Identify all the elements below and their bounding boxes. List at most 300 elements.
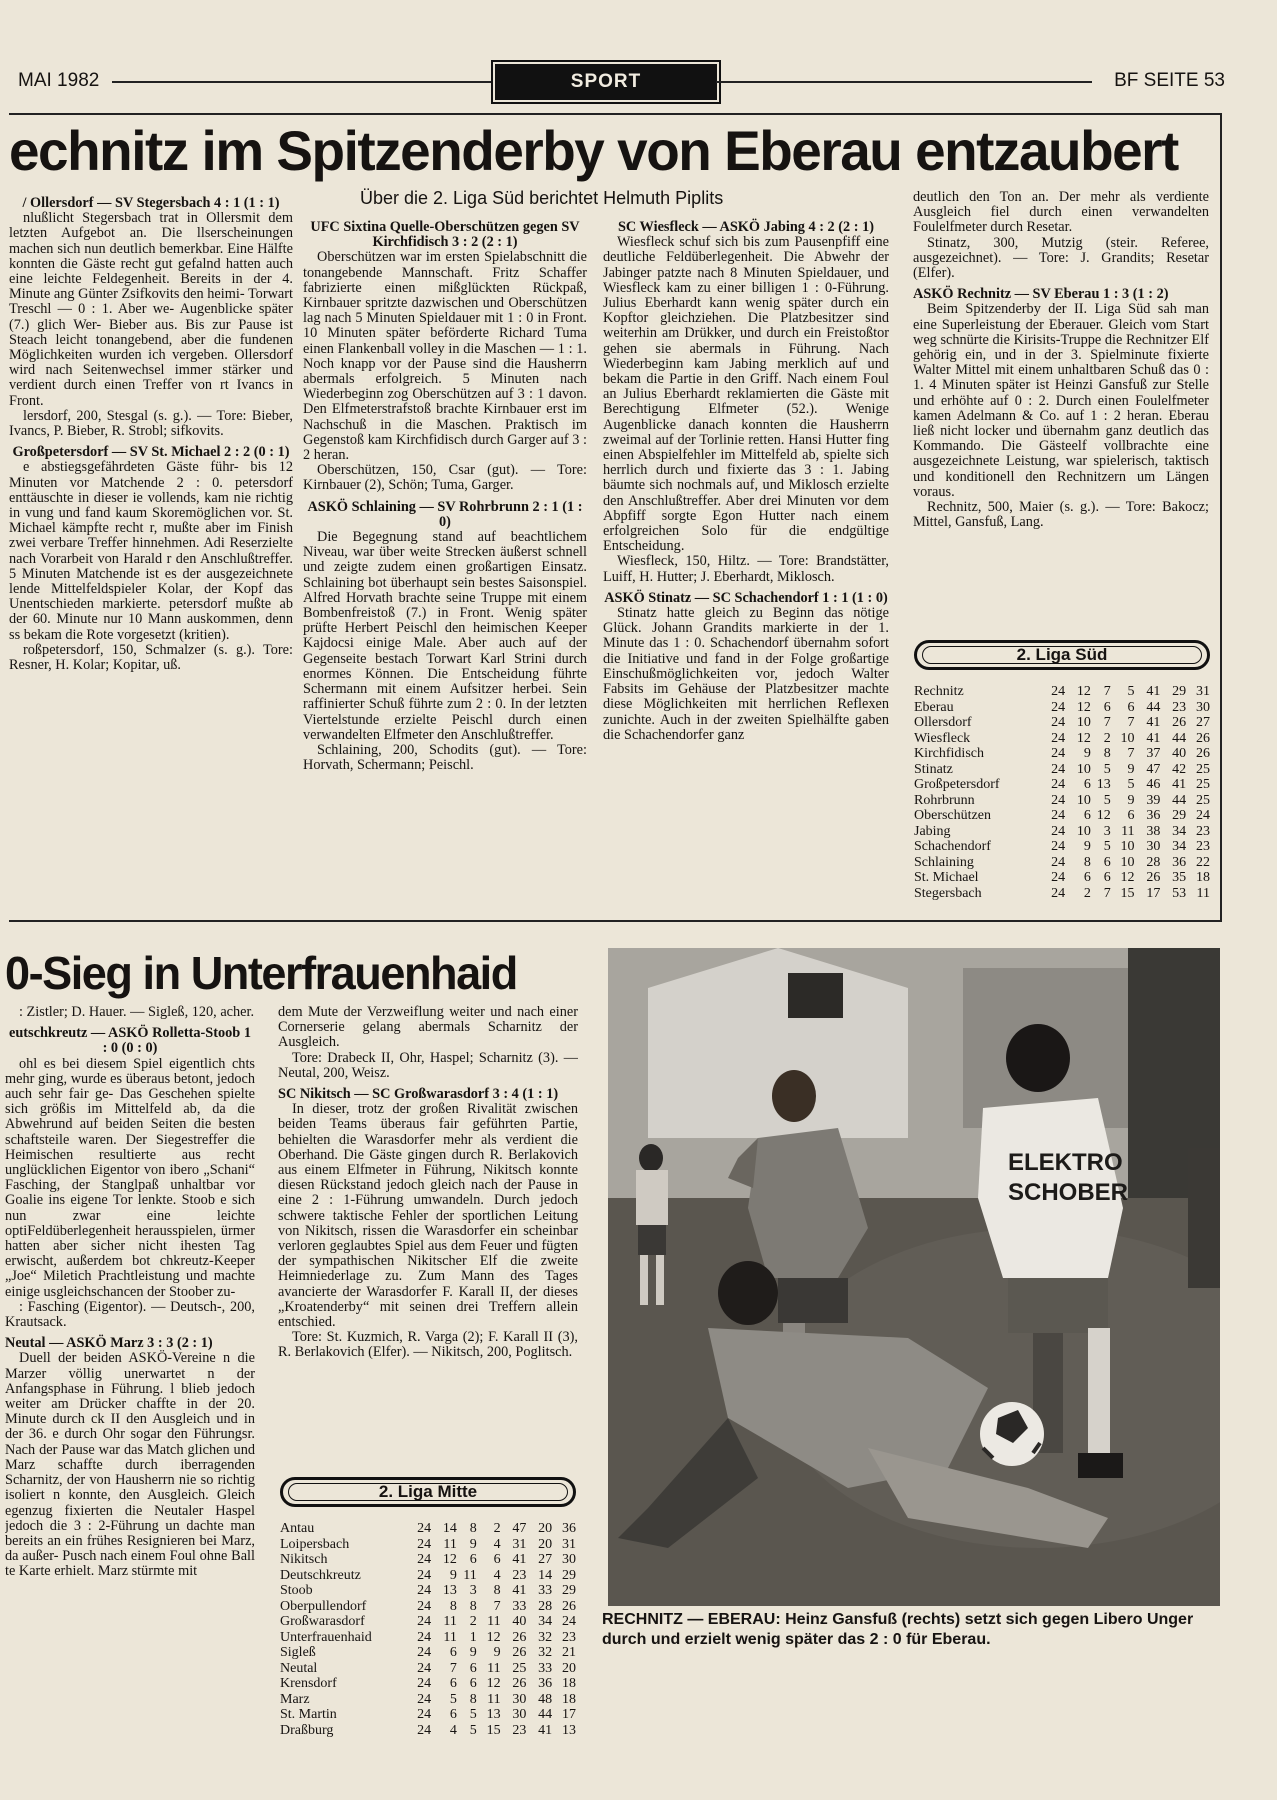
table-cell: 17 — [1146, 885, 1161, 901]
league-table-title-sued: 2. Liga Süd — [914, 640, 1210, 670]
table-cell: 41 — [512, 1552, 527, 1567]
table-cell: 33 — [538, 1583, 553, 1598]
team-name: Oberpullendorf — [280, 1598, 367, 1614]
table-cell: 31 — [512, 1536, 527, 1552]
table-cell: 25 — [1196, 792, 1210, 808]
match-report-paragraph: Duell der beiden ASKÖ-Vereine n die Marzer völlig unerwartet n der Anfangsphase in Führung. l blieb jedoch weiter am Drücker chaffte in der 20. Minute durch ck II den Ausgleich und in der 36. e durch Ohr sogar den Führungsr. Nach der Pause war das Match glichen und Marz schaffte durch iberragenden Scharnitz, der von Hausherrn nie so richtig isoliert n konnte, den Ausgleich. Gleich egenzug fixierten die Neutaler Haspel jedoch die 3 : 2-Führung un dachte man bereits an ein frühes Resignieren bei Marz, da außer- Pusch nach einem Foul ohne Ball te Karte erhielt. Marz stürmte mit — [5, 1350, 255, 1580]
table-cell: 9 — [1083, 839, 1091, 854]
table-cell: 23 — [1196, 823, 1210, 839]
table-cell: 6 — [469, 1552, 477, 1567]
table-cell: 22 — [1196, 854, 1210, 870]
league-table-mitte — [280, 1521, 576, 1738]
table-cell: 30 — [512, 1707, 527, 1722]
team-name: Stoob — [280, 1583, 313, 1598]
table-cell: 12 — [1120, 870, 1135, 885]
table-cell: 5 — [1103, 839, 1111, 854]
table-cell: 44 — [1172, 792, 1187, 808]
table-cell: 24 — [417, 1536, 432, 1552]
table-cell: 41 — [1146, 684, 1161, 699]
table-cell: 6 — [1103, 699, 1111, 715]
table-cell: 6 — [449, 1707, 457, 1722]
table-row — [280, 1614, 576, 1630]
match-report-paragraph: In dieser, trotz der großen Rivalität zwischen beiden Teams überaus fair geführten Partie, behielten die Warasdorfer mehr als verdient die Oberhand. Die Gäste gingen durch R. Berlakovich aus einem Elfmeter in Führung, Nikitsch konnte diesen Rückstand jedoch gleich nach der Pause in eine 2 : 1-Führung umwandeln. Durch jedoch schwere taktische Fehler der sportlichen Leitung von Nikitsch, rissen die Warasdorfer ein scheinbar verloren geglaubtes Spiel aus dem Feuer und fügten der sympathischen Nikitscher Elf die zweite Heimniederlage zu. Zum Mann des Tages avancierte der Warasdorfer F. Karall II, der dieses „Kroatenderby“ mit seinen drei Treffern allein entschied. — [278, 1101, 578, 1331]
match-result-line: Tore: St. Kuzmich, R. Varga (2); F. Karall II (3), R. Berlakovich (Elfer). — Nikitsch, 200, Poglitsch. — [278, 1329, 578, 1361]
table-row — [914, 824, 1210, 840]
table-cell: 28 — [538, 1598, 553, 1614]
table-cell: 7 — [1103, 885, 1111, 901]
team-name: Krensdorf — [280, 1676, 337, 1691]
table-cell: 24 — [562, 1614, 576, 1629]
table-cell: 6 — [1103, 870, 1111, 885]
table-cell: 40 — [1172, 746, 1187, 761]
table-cell: 24 — [1051, 684, 1066, 699]
table-cell: 10 — [1076, 792, 1091, 808]
table-cell: 7 — [449, 1660, 457, 1676]
table-cell: 2 — [1083, 885, 1091, 901]
table-cell: 14 — [442, 1521, 457, 1536]
team-name: Rechnitz — [914, 684, 964, 699]
table-cell: 3 — [469, 1583, 477, 1598]
table-cell: 48 — [538, 1691, 553, 1707]
table-cell: 24 — [417, 1645, 432, 1660]
table-row — [914, 793, 1210, 809]
table-cell: 10 — [1120, 730, 1135, 746]
article-column-1 — [9, 190, 293, 908]
table-cell: 11 — [443, 1536, 457, 1552]
table-cell: 8 — [493, 1583, 501, 1598]
table-cell: 24 — [417, 1521, 432, 1536]
table-cell: 24 — [1051, 730, 1066, 746]
table-cell: 10 — [1120, 854, 1135, 870]
table-cell: 37 — [1146, 746, 1161, 761]
match-report-paragraph: Wiesfleck schuf sich bis zum Pausenpfiff eine deutliche Feldüberlegenheit. Die Abwehr der Jabinger patzte nach 8 Minuten Spieldauer, und Wiesfleck kam zu einer billigen 1 : 0-Führung. Julius Eberhardt kann wenig später durch ein Kopftor gleichziehen. Die Platzbesitzer sind weiterhin am Drükker, und durch ein Freistoßtor gehen sie abermals in Führung. Nach Wiederbeginn kam Jabing merklich auf und bekam die Partie in den Griff. Nach einem Foul an Julius Eberhardt reklamierten die Gäste mit Berechtigung Elfmeter (52.). Wenige Augenblicke danach konnten die Hausherrn zweimal auf der Torlinie retten. Hansi Hutter fing einen Abspielfehler im Mittelfeld ab, spielte sich herrlich durch und fixierte das 3 : 1. Jabing bäumte sich nochmals auf, und Miklosch erzielte den Anschlußtreffer. Aber drei Minuten vor dem Abpfiff sorgte Egon Hutter nach einem erfolgreichen Solo für die endgültige Entscheidung. — [603, 234, 889, 555]
table-cell: 8 — [469, 1521, 477, 1536]
bottom-headline: 0-Sieg in Unterfrauenhaid — [5, 947, 517, 999]
table-cell: 24 — [1051, 777, 1066, 792]
match-title: UFC Sixtina Quelle-Oberschützen gegen SV Kirchfidisch 3 : 2 (2 : 1) — [310, 219, 580, 251]
table-cell: 26 — [512, 1676, 527, 1691]
photo-illustration — [608, 948, 1220, 1606]
table-cell: 23 — [562, 1629, 576, 1645]
table-cell: 8 — [1083, 854, 1091, 870]
table-cell: 41 — [1146, 730, 1161, 746]
table-cell: 5 — [1103, 761, 1111, 777]
table-cell: 18 — [562, 1676, 576, 1691]
table-row — [914, 731, 1210, 747]
table-cell: 53 — [1172, 885, 1187, 901]
shirt-text-line1: ELEKTRO — [1008, 1149, 1123, 1176]
table-cell: 32 — [538, 1645, 553, 1660]
table-cell: 20 — [562, 1660, 576, 1676]
table-cell: 6 — [1103, 854, 1111, 870]
table-cell: 41 — [1146, 715, 1161, 730]
match-title: SC Nikitsch — SC Großwarasdorf 3 : 4 (1 : 1) — [278, 1086, 559, 1103]
team-name: Ollersdorf — [914, 715, 972, 730]
table-cell: 23 — [512, 1567, 527, 1583]
table-row — [280, 1676, 576, 1692]
match-title: ASKÖ Stinatz — SC Schachendorf 1 : 1 (1 : 0) — [604, 589, 888, 606]
table-cell: 4 — [449, 1722, 457, 1738]
table-cell: 24 — [1051, 699, 1066, 715]
team-name: Großpetersdorf — [914, 777, 1000, 792]
team-name: Rohrbrunn — [914, 792, 975, 808]
article-column-4 — [913, 190, 1209, 630]
table-cell: 10 — [1120, 839, 1135, 854]
article-column-b — [278, 1005, 578, 1475]
match-result-line: Wiesfleck, 150, Hiltz. — Tore: Brandstätter, Luiff, H. Hutter; J. Eberhardt, Miklosch. — [603, 553, 889, 585]
table-cell: 24 — [417, 1598, 432, 1614]
match-report-paragraph: ohl es bei diesem Spiel eigentlich chts mehr ging, wurde es überaus betont, jedoch auch sehr fair ge- Das Geschehen spielte sich größis im Mittelfeld ab, da die Abwehrund auf beiden Seiten die besten schaftsteile waren. Der Siegestreffer die Heimischen resultierte aus recht unglücklichen Eigentor von ibero „Schani“ Fasching, der Stanglpaß unhaltbar vor Goalie ins eigene Tor lenkte. Stoob e sich nun zwar eine leichte optiFeldüberlegenheit herausspielen, ürmer hatten aber sicher nicht ihesten Tag erwischt, außerdem bot chkreutz-Keeper „Joe“ Miletich Prachtleistung und machte einige usgleichschancen der Stoober zu- — [5, 1055, 255, 1300]
team-name: Marz — [280, 1691, 310, 1707]
table-cell: 20 — [538, 1521, 553, 1536]
team-name: Antau — [280, 1521, 315, 1536]
team-name: Oberschützen — [914, 808, 991, 823]
table-cell: 8 — [1103, 746, 1111, 761]
table-cell: 7 — [1103, 684, 1111, 699]
table-cell: 11 — [487, 1614, 501, 1629]
table-cell: 24 — [417, 1583, 432, 1598]
table-row — [914, 700, 1210, 716]
table-row — [914, 684, 1210, 700]
table-cell: 13 — [442, 1583, 457, 1598]
table-cell: 5 — [1127, 777, 1135, 792]
table-row — [914, 762, 1210, 778]
table-row — [914, 839, 1210, 855]
table-cell: 12 — [1096, 808, 1111, 823]
table-cell: 18 — [562, 1691, 576, 1707]
table-cell: 24 — [1051, 870, 1066, 885]
table-cell: 29 — [562, 1567, 576, 1583]
issue-date: MAI 1982 — [18, 70, 100, 91]
league-table-title-mitte: 2. Liga Mitte — [280, 1477, 576, 1507]
table-cell: 24 — [1051, 761, 1066, 777]
table-cell: 29 — [1172, 808, 1187, 823]
table-cell: 26 — [512, 1645, 527, 1660]
match-report-paragraph: Die Begegnung stand auf beachtlichem Niveau, war über weite Strecken äußerst schnell und zeigte zudem einen großartigen Einsatz. Schlaining bot überhaupt sein bestes Saisonspiel. Alfred Horvath brachte seine Truppe mit einem Bombenfreistoß (7.) in Front. Wenig später prüfte Herbert Peischl den heimischen Keeper Kajdocsi einige Male. Aber auch auf der Gegenseite bestach Torwart Karl Strini durch enormes Können. Die Entscheidung führte Schermann mit einem Aufsitzer herbei. Sein raffinierter Schuß führte zum 2 : 0. In der letzten Viertelstunde erzielte Peischl durch einen verwandelten Elfmeter den Anschlußtreffer. — [303, 529, 587, 743]
match-report-paragraph: Stinatz hatte gleich zu Beginn das nötige Glück. Johann Grandits markierte in der 1. Minute das 1 : 0. Schachendorf übernahm sofort die Initiative und fand in der Folge großartige Einschußmöglichkeiten vor, jedoch Walter Fabsits im Gehäuse der Platzbesitzer machte diese Möglichkeiten mit herrlichen Reflexen zunichte. Auch in der zweiten Spielhälfte gaben die Schachendorfer ganz — [603, 605, 889, 743]
table-cell: 27 — [1196, 715, 1210, 730]
table-cell: 6 — [1083, 777, 1091, 792]
table-row — [280, 1552, 576, 1568]
table-row — [914, 870, 1210, 886]
header-rule-right — [716, 81, 1092, 83]
table-cell: 30 — [1146, 839, 1161, 854]
table-cell: 24 — [417, 1660, 432, 1676]
match-report-paragraph: nlußlicht Stegersbach trat in Ollersmit dem letzten Aufgebot an. Die llserscheinungen machen sich nun deutlich bemerkbar. Eine Hälfte konnten die Gäste recht gut gefalnd hatten auch eine leichte Feldegenheit. Bereits in der 4. Minute ang Günter Zsifkovits den heimi- Torwart Treschl — 0 : 1. Aber we- Augenblicke später (7.) glich Wer- Bieber aus. Bis zur Pause ist Steach leicht tonangebend, aber die fundenen Möglichkeiten wurden ich vergeben. Ollersdorf wird nach Seitenwechsel immer stärker und verdient durch einen Treffer von rt Ivancs in Front. — [9, 210, 293, 409]
table-cell: 7 — [1103, 715, 1111, 730]
team-name: Schlaining — [914, 854, 974, 870]
league-table-sued — [914, 684, 1210, 901]
continued-paragraph: dem Mute der Verzweiflung weiter und nach einer Cornerserie gelang abermals Scharnitz der Ausgleich. — [278, 1005, 578, 1051]
team-name: Eberau — [914, 699, 954, 715]
table-cell: 24 — [1051, 823, 1066, 839]
table-cell: 5 — [469, 1707, 477, 1722]
table-row — [914, 746, 1210, 762]
table-cell: 8 — [449, 1598, 457, 1614]
match-title: / Ollersdorf — SV Stegersbach 4 : 1 (1 : 1) — [22, 195, 280, 211]
match-result-line: Oberschützen, 150, Csar (gut). — Tore: Kirnbauer (2), Schön; Tuma, Garger. — [303, 462, 587, 494]
table-cell: 2 — [469, 1614, 477, 1629]
table-cell: 24 — [1051, 746, 1066, 761]
article-column-2 — [303, 214, 587, 906]
table-cell: 24 — [1196, 808, 1210, 823]
table-row — [280, 1707, 576, 1723]
table-cell: 15 — [486, 1722, 501, 1738]
table-row — [280, 1661, 576, 1677]
table-cell: 34 — [1172, 839, 1187, 854]
table-row — [914, 808, 1210, 824]
table-cell: 9 — [1127, 792, 1135, 808]
match-report-paragraph: Beim Spitzenderby der II. Liga Süd sah man eine Superleistung der Eberauer. Gleich vom Start weg schnürte die Kirisits-Truppe die Rechnitzer Elf gehörig ein, und in der 3. Spielminute fixierte Walter Mittel mit einem unhaltbaren Schuß das 0 : 1. 4 Minuten später ist Heinzi Gansfuß zur Stelle und erhöhte auf 0 : 2. Durch einen Foulelfmeter kamen Adelmann & Co. auf 1 : 2 heran. Eberau ließ nicht locker und übernahm ganz deutlich das Kommando. Die Gästeelf vollbrachte eine ausgezeichnete Leistung, war spielerisch, taktisch und konditionell den Rechnitzern um Längen voraus. — [913, 301, 1209, 500]
table-cell: 33 — [538, 1660, 553, 1676]
team-name: Unterfrauenhaid — [280, 1629, 372, 1645]
table-cell: 24 — [1051, 792, 1066, 808]
table-cell: 36 — [538, 1676, 553, 1691]
table-cell: 21 — [562, 1645, 576, 1660]
table-cell: 11 — [487, 1691, 501, 1707]
table-row — [280, 1599, 576, 1615]
table-cell: 6 — [449, 1645, 457, 1660]
table-cell: 10 — [1076, 761, 1091, 777]
table-cell: 23 — [1172, 699, 1187, 715]
table-cell: 15 — [1120, 885, 1135, 901]
match-report-paragraph: e abstiegsgefährdeten Gäste führ- bis 12 Minuten vor Matchende 2 : 0. petersdorf enttäuschte in dieser ie vollends, kam nie richtig in vung und fand kaum Skoremöglichen vor. St. Michael kämpfte recht r, mußte aber im Finish zwei verbare Treffer hinnehmen. Adi Reserzielte nach Vorarbeit von Harald r den Anschlußtreffer. 5 Minuten Matchende ist es der ausgezeichnete lende Mittelfeldspieler Kolar, der Kopf das Unentschieden markierte. petersdorf mußte ab der 60. Minute nur 10 Mann auskommen, denn ss bekam die Rote vorgesetzt (kritien). — [9, 459, 293, 643]
table-cell: 24 — [417, 1691, 432, 1707]
table-cell: 12 — [486, 1629, 501, 1645]
table-cell: 2 — [493, 1521, 501, 1536]
table-cell: 12 — [1076, 684, 1091, 699]
table-cell: 25 — [1196, 777, 1210, 792]
table-cell: 9 — [469, 1645, 477, 1660]
table-cell: 31 — [1196, 684, 1210, 699]
table-cell: 44 — [1146, 699, 1161, 715]
table-cell: 26 — [562, 1598, 576, 1614]
table-cell: 5 — [1127, 684, 1135, 699]
page-number: BF SEITE 53 — [1114, 70, 1225, 91]
table-cell: 9 — [469, 1536, 477, 1552]
table-cell: 25 — [1196, 761, 1210, 777]
table-cell: 36 — [1146, 808, 1161, 823]
table-cell: 30 — [512, 1691, 527, 1707]
table-cell: 24 — [417, 1722, 432, 1738]
table-row — [280, 1645, 576, 1661]
team-name: St. Michael — [914, 870, 979, 885]
table-cell: 8 — [469, 1691, 477, 1707]
table-cell: 36 — [1172, 854, 1187, 870]
header-rule-left — [112, 81, 492, 83]
table-cell: 11 — [443, 1629, 457, 1645]
table-cell: 12 — [442, 1552, 457, 1567]
table-cell: 7 — [493, 1598, 501, 1614]
team-name: Kirchfidisch — [914, 746, 984, 761]
table-cell: 6 — [469, 1676, 477, 1691]
table-cell: 26 — [1172, 715, 1187, 730]
table-cell: 7 — [1127, 715, 1135, 730]
match-title: SC Wiesfleck — ASKÖ Jabing 4 : 2 (2 : 1) — [617, 219, 875, 235]
table-cell: 26 — [1146, 870, 1161, 885]
table-cell: 23 — [512, 1722, 527, 1738]
team-name: Stinatz — [914, 761, 953, 777]
table-cell: 17 — [562, 1707, 576, 1722]
match-photo — [608, 948, 1220, 1606]
match-result-line: Stinatz, 300, Mutzig (steir. Referee, ausgezeichnet). — Tore: J. Grandits; Resetar (Elfer). — [913, 234, 1209, 282]
table-cell: 5 — [449, 1691, 457, 1707]
table-cell: 11 — [463, 1567, 477, 1583]
table-cell: 6 — [449, 1676, 457, 1691]
table-row — [914, 886, 1210, 902]
table-cell: 30 — [562, 1552, 576, 1567]
team-name: Wiesfleck — [914, 730, 971, 746]
table-cell: 18 — [1196, 870, 1210, 885]
table-cell: 26 — [1196, 746, 1210, 761]
table-cell: 24 — [417, 1707, 432, 1722]
table-cell: 24 — [417, 1676, 432, 1691]
table-cell: 4 — [493, 1567, 501, 1583]
table-cell: 8 — [469, 1598, 477, 1614]
table-cell: 41 — [1172, 777, 1187, 792]
table-cell: 1 — [469, 1629, 477, 1645]
table-cell: 14 — [538, 1567, 553, 1583]
table-cell: 47 — [1146, 761, 1161, 777]
table-cell: 23 — [1196, 839, 1210, 854]
continued-paragraph: deutlich den Ton an. Der mehr als verdiente Ausgleich fiel durch einen verwandelten Foulelfmeter durch Resetar. — [913, 190, 1209, 236]
table-cell: 13 — [562, 1722, 576, 1738]
match-title: Neutal — ASKÖ Marz 3 : 3 (2 : 1) — [5, 1335, 213, 1352]
table-cell: 26 — [1196, 730, 1210, 746]
team-name: Schachendorf — [914, 839, 991, 854]
table-cell: 20 — [538, 1536, 553, 1552]
table-cell: 46 — [1146, 777, 1161, 792]
team-name: Deutschkreutz — [280, 1567, 361, 1583]
table-row — [280, 1537, 576, 1553]
table-cell: 24 — [1051, 839, 1066, 854]
table-cell: 11 — [1196, 885, 1210, 901]
match-result-line: lersdorf, 200, Stesgal (s. g.). — Tore: Bieber, Ivancs, P. Bieber, R. Strobl; sifkovits. — [9, 407, 293, 440]
table-row — [280, 1583, 576, 1599]
table-cell: 12 — [486, 1676, 501, 1691]
table-cell: 39 — [1146, 792, 1161, 808]
table-cell: 36 — [562, 1521, 576, 1536]
table-row — [280, 1692, 576, 1708]
table-row — [914, 777, 1210, 793]
table-cell: 11 — [487, 1660, 501, 1676]
table-cell: 29 — [1172, 684, 1187, 699]
table-cell: 11 — [1121, 823, 1135, 839]
team-name: Großwarasdorf — [280, 1614, 365, 1629]
table-cell: 10 — [1076, 823, 1091, 839]
team-name: Neutal — [280, 1660, 318, 1676]
table-cell: 47 — [512, 1521, 527, 1536]
match-result-line: Tore: Drabeck II, Ohr, Haspel; Scharnitz (3). — Neutal, 200, Weisz. — [278, 1049, 578, 1081]
table-cell: 9 — [1083, 746, 1091, 761]
match-result-line: Schlaining, 200, Schodits (gut). — Tore: Horvath, Schermann; Peischl. — [303, 741, 587, 774]
table-cell: 6 — [1127, 699, 1135, 715]
match-report-paragraph: Oberschützen war im ersten Spielabschnitt die tonangebende Mannschaft. Fritz Schaffer fabrizierte einen mißglückten Rückpaß, Kirnbauer spritzte dazwischen und Oberschützen lag nach 5 Minuten Spieldauer mit 1 : 0 in Front. 10 Minuten später beförderte Richard Tuma einen Flankenball volley in die Maschen — 1 : 1. Noch knapp vor der Pause sind die Hausherrn abermals erfolgreich. 5 Minuten nach Wiederbeginn zog Oberschützen auf 3 : 1 davon. Den Elfmeterstrafstoß brachte Kirnbauer erst im Nachschuß in die Maschen. Praktisch im Gegenstoß kam Kirchfidisch durch Garger auf 3 : 2 heran. — [303, 249, 587, 464]
section-label: SPORT — [495, 64, 717, 100]
team-name: Loipersbach — [280, 1536, 350, 1552]
table-cell: 27 — [538, 1552, 553, 1567]
table-cell: 30 — [1196, 699, 1210, 715]
table-cell: 13 — [1096, 777, 1111, 792]
photo-caption: RECHNITZ — EBERAU: Heinz Gansfuß (rechts) setzt sich gegen Libero Unger durch und erzielt wenig später das 2 : 0 für Eberau. — [602, 1611, 1194, 1648]
table-cell: 6 — [469, 1660, 477, 1676]
match-result-line: Rechnitz, 500, Maier (s. g.). — Tore: Bakocz; Mittel, Gansfuß, Lang. — [913, 499, 1209, 531]
team-name: Nikitsch — [280, 1552, 328, 1567]
table-cell: 44 — [538, 1707, 553, 1722]
article-column-3 — [603, 214, 889, 906]
match-result-line: : Zistler; D. Hauer. — Sigleß, 120, acher. — [19, 1005, 255, 1020]
team-name: Stegersbach — [914, 885, 982, 901]
table-cell: 24 — [417, 1552, 432, 1567]
table-row — [280, 1568, 576, 1584]
table-row — [280, 1630, 576, 1646]
table-cell: 44 — [1172, 730, 1187, 746]
table-cell: 12 — [1076, 730, 1091, 746]
table-cell: 9 — [449, 1567, 457, 1583]
table-cell: 28 — [1146, 854, 1161, 870]
table-cell: 6 — [1083, 870, 1091, 885]
team-name: St. Martin — [280, 1707, 337, 1722]
table-cell: 33 — [512, 1598, 527, 1614]
match-title: ASKÖ Rechnitz — SV Eberau 1 : 3 (1 : 2) — [913, 286, 1169, 303]
table-cell: 3 — [1103, 823, 1111, 839]
byline: Über die 2. Liga Süd berichtet Helmuth Piplits — [360, 188, 724, 208]
table-cell: 6 — [493, 1552, 501, 1567]
match-title: Großpetersdorf — SV St. Michael 2 : 2 (0 : 1) — [12, 444, 290, 461]
table-cell: 32 — [538, 1629, 553, 1645]
table-cell: 31 — [562, 1536, 576, 1552]
table-cell: 24 — [417, 1629, 432, 1645]
article-column-a — [5, 1005, 255, 1765]
table-cell: 4 — [493, 1536, 501, 1552]
table-cell: 11 — [443, 1614, 457, 1629]
table-cell: 24 — [1051, 854, 1066, 870]
table-cell: 24 — [1051, 885, 1066, 901]
table-cell: 5 — [469, 1722, 477, 1738]
team-name: Sigleß — [280, 1645, 316, 1660]
match-result-line: roßpetersdorf, 150, Schmalzer (s. g.). Tore: Resner, H. Kolar; Kopitar, uß. — [9, 641, 293, 674]
table-cell: 5 — [1103, 792, 1111, 808]
table-cell: 41 — [538, 1722, 553, 1738]
team-name: Jabing — [914, 823, 951, 839]
team-name: Draßburg — [280, 1722, 334, 1738]
table-cell: 34 — [538, 1614, 553, 1629]
match-title: eutschkreutz — ASKÖ Rolletta-Stoob 1 : 0 (0 : 0) — [9, 1025, 251, 1057]
shirt-text-line2: SCHOBER — [1008, 1179, 1129, 1206]
match-result-line: : Fasching (Eigentor). — Deutsch-, 200, Krautsack. — [5, 1298, 255, 1331]
top-headline: echnitz im Spitzenderby von Eberau entzaubert — [9, 119, 1178, 182]
table-cell: 9 — [493, 1645, 501, 1660]
table-row — [914, 715, 1210, 731]
table-cell: 42 — [1172, 761, 1187, 777]
table-cell: 35 — [1172, 870, 1187, 885]
table-cell: 10 — [1076, 715, 1091, 730]
table-row — [280, 1521, 576, 1537]
table-cell: 24 — [417, 1614, 432, 1629]
table-cell: 12 — [1076, 699, 1091, 715]
table-cell: 38 — [1146, 823, 1161, 839]
table-cell: 6 — [1127, 808, 1135, 823]
match-title: ASKÖ Schlaining — SV Rohrbrunn 2 : 1 (1 : 0) — [307, 498, 583, 530]
table-cell: 25 — [512, 1660, 527, 1676]
table-cell: 26 — [512, 1629, 527, 1645]
table-cell: 9 — [1127, 761, 1135, 777]
table-cell: 24 — [1051, 715, 1066, 730]
table-cell: 13 — [486, 1707, 501, 1722]
table-row — [280, 1723, 576, 1739]
table-cell: 24 — [417, 1567, 432, 1583]
table-cell: 24 — [1051, 808, 1066, 823]
